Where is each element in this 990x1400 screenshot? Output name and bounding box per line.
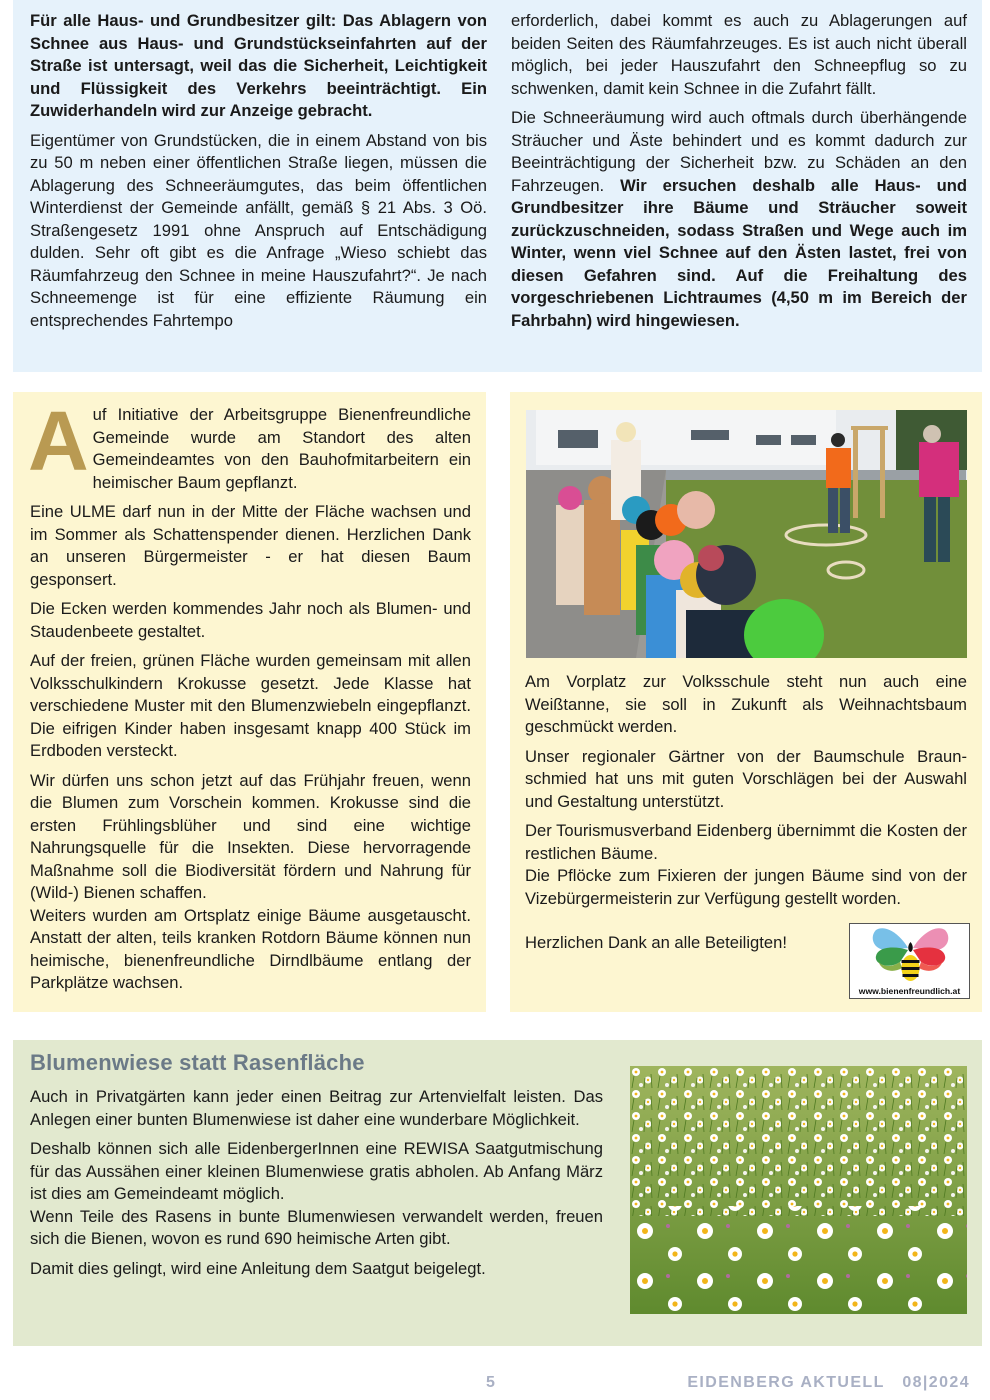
bee-intro-paragraph: Auf Initiative der Arbeitsgruppe Bienenfreundliche Gemeinde wurde am Standort des alten Gemeindeamtes von den Bauhofmitarbeitern ein heimischer Baum gepflanzt. xyxy=(28,394,471,492)
dropcap-letter: A xyxy=(28,394,89,488)
bee-paragraph: Unser regionaler Gärtner von der Baumschule Braunschmied hat uns mit guten Vorschlägen bei der Auswahl und Gestaltung unterstützt. xyxy=(525,746,967,811)
winter-paragraph: Die Schneeräumung wird auch oftmals durch überhängende Sträucher und Äste behindert und es kommt dadurch zur Beeinträchtigung der Sicherheit bzw. zu Schäden an den Fahrzeugen. Wir ersuchen deshalb alle Haus- und Grundbesitzer ihre Bäume und Sträucher soweit zurückzuschneiden, sodass Straßen und Wege auch im Winter, wenn viel Schnee auf den Ästen lastet, frei von diesen Gefahren sind. Auf die Freihaltung des vorgeschriebenen Lichtraumes (4,50 m im Bereich der Fahrbahn) wird hingewiesen. xyxy=(511,108,968,330)
daisy-meadow-photo xyxy=(630,1066,967,1314)
bee-butterfly-icon xyxy=(850,924,971,986)
meadow-heading: Blumenwiese statt Rasenfläche xyxy=(30,1050,365,1075)
bee-paragraph: Die Ecken werden kommendes Jahr noch als Blumen- und Staudenbeete gestaltet. xyxy=(30,599,471,641)
winter-bold-notice: Für alle Haus- und Grundbesitzer gilt: Das Ablagern von Schnee aus Haus- und Grundstückseinfahrten auf der Straße ist untersagt, weil das die Sicherheit, Leichtigkeit und Flüssigkeit des Verkehrs beeinträchtigt. Ein Zuwiderhandeln wird zur Anzeige gebracht. xyxy=(30,11,487,120)
bee-paragraph: Auf der freien, grünen Fläche wurden gemeinsam mit allen Volksschulkindern Krokusse gesetzt. Jede Klasse hat verschiedene Muster mit den Blumenzwiebeln eingepflanzt. Die eifrigen Kinder haben insgesamt knapp 400 Stück im Erdboden versteckt. xyxy=(30,651,471,760)
bee-paragraph: Am Vorplatz zur Volksschule steht nun auch eine Weißtanne, sie soll in Zukunft als Weihnachtsbaum geschmückt werden. xyxy=(525,672,967,736)
bee-right-column xyxy=(525,671,967,962)
meadow-paragraph: Damit dies gelingt, wird eine Anleitung dem Saatgut beigelegt. xyxy=(30,1258,486,1278)
winter-paragraph: erforderlich, dabei kommt es auch zu Ablagerungen auf beiden Seiten des Räumfahrzeuges. Es ist auch nicht überall möglich, bei jeder Hauszufahrt den Schneepflug so zu schwenken, damit kein Schnee in die Zufahrt fällt. xyxy=(511,11,967,98)
tree-planting-photo xyxy=(526,410,967,658)
bee-left-column xyxy=(28,394,471,1002)
winter-right-column xyxy=(511,10,967,339)
bee-paragraph: Die Pflöcke zum Fixieren der jungen Bäume sind von der Vizebürgermeisterin zur Verfügung gestellt worden. xyxy=(525,866,967,908)
publication-name: EIDENBERG AKTUELL xyxy=(687,1374,885,1391)
bee-paragraph: Der Tourismusverband Eidenberg übernimmt die Kosten der restlichen Bäume. xyxy=(525,821,967,863)
winter-paragraph: Eigentümer von Grundstücken, die in einem Abstand von bis zu 50 m neben einer öffentlichen Straße liegen, müssen die Ablagerung des Schneeräumgutes, das beim öffentlichen Winterdienst der Gemeinde anfällt, gemäß § 21 Abs. 3 Oö. Straßengesetz 1991 ohne Anspruch auf Entschädigung dulden. Sehr oft gibt es die Anfrage „Wieso schiebt das Räumfahrzeug den Schnee in meine Hauszufahrt?“. Je nach Schneemenge ist für eine effiziente Räumung ein entsprechendes Fahrtempo xyxy=(30,130,487,330)
meadow-text-column xyxy=(30,1086,603,1287)
bee-paragraph: Eine ULME darf nun in der Mitte der Fläche wachsen und im Sommer als Schattenspender dienen. Herzlichen Dank an unseren Bürgermeister - er hat diesen Baum gesponsert. xyxy=(30,502,471,589)
bee-paragraph: Weiters wurden am Ortsplatz einige Bäume ausgetauscht. Anstatt der alten, teils kranken Rotdorn Bäume können nun heimische, bienenfreundliche Dirndlbäume entlang der Parkplätze wachsen. xyxy=(30,905,471,992)
meadow-paragraph: Wenn Teile des Rasens in bunte Blumenwiesen verwandelt werden, freuen sich die Bienen, wovon es rund 690 heimische Arten gibt. xyxy=(30,1206,603,1248)
page-number: 5 xyxy=(486,1374,495,1391)
bienenfreundlich-logo xyxy=(849,923,970,999)
bee-paragraph: Wir dürfen uns schon jetzt auf das Frühjahr freuen, wenn die Blumen zum Vorschein kommen. Krokusse sind die ersten Frühlingsblüher und sind eine wichtige Nahrungsquelle für die Insekten. Diese hervorragende Maßnahme soll die Biodiversität fördern und Nahrung für (Wild-) Bienen schaffen. xyxy=(30,770,471,902)
meadow-paragraph: Auch in Privatgärten kann jeder einen Beitrag zur Artenvielfalt leisten. Das Anlegen einer bunten Blumenwiese ist daher eine wunderbare Möglichkeit. xyxy=(30,1087,603,1129)
publication-footer xyxy=(687,1374,970,1392)
issue-number: 08|2024 xyxy=(902,1374,970,1391)
thanks-line: Herzlichen Dank an alle Beteiligten! xyxy=(525,933,787,952)
meadow-paragraph: Deshalb können sich alle EidenbergerInnen eine REWISA Saatgutmischung für das Aussähen einer kleinen Blumenwiese gratis abholen. Ab Anfang März ist dies am Gemeindeamt möglich. xyxy=(30,1139,603,1203)
winter-left-column xyxy=(30,10,487,339)
logo-url-text: www.bienenfreundlich.at xyxy=(858,986,961,996)
